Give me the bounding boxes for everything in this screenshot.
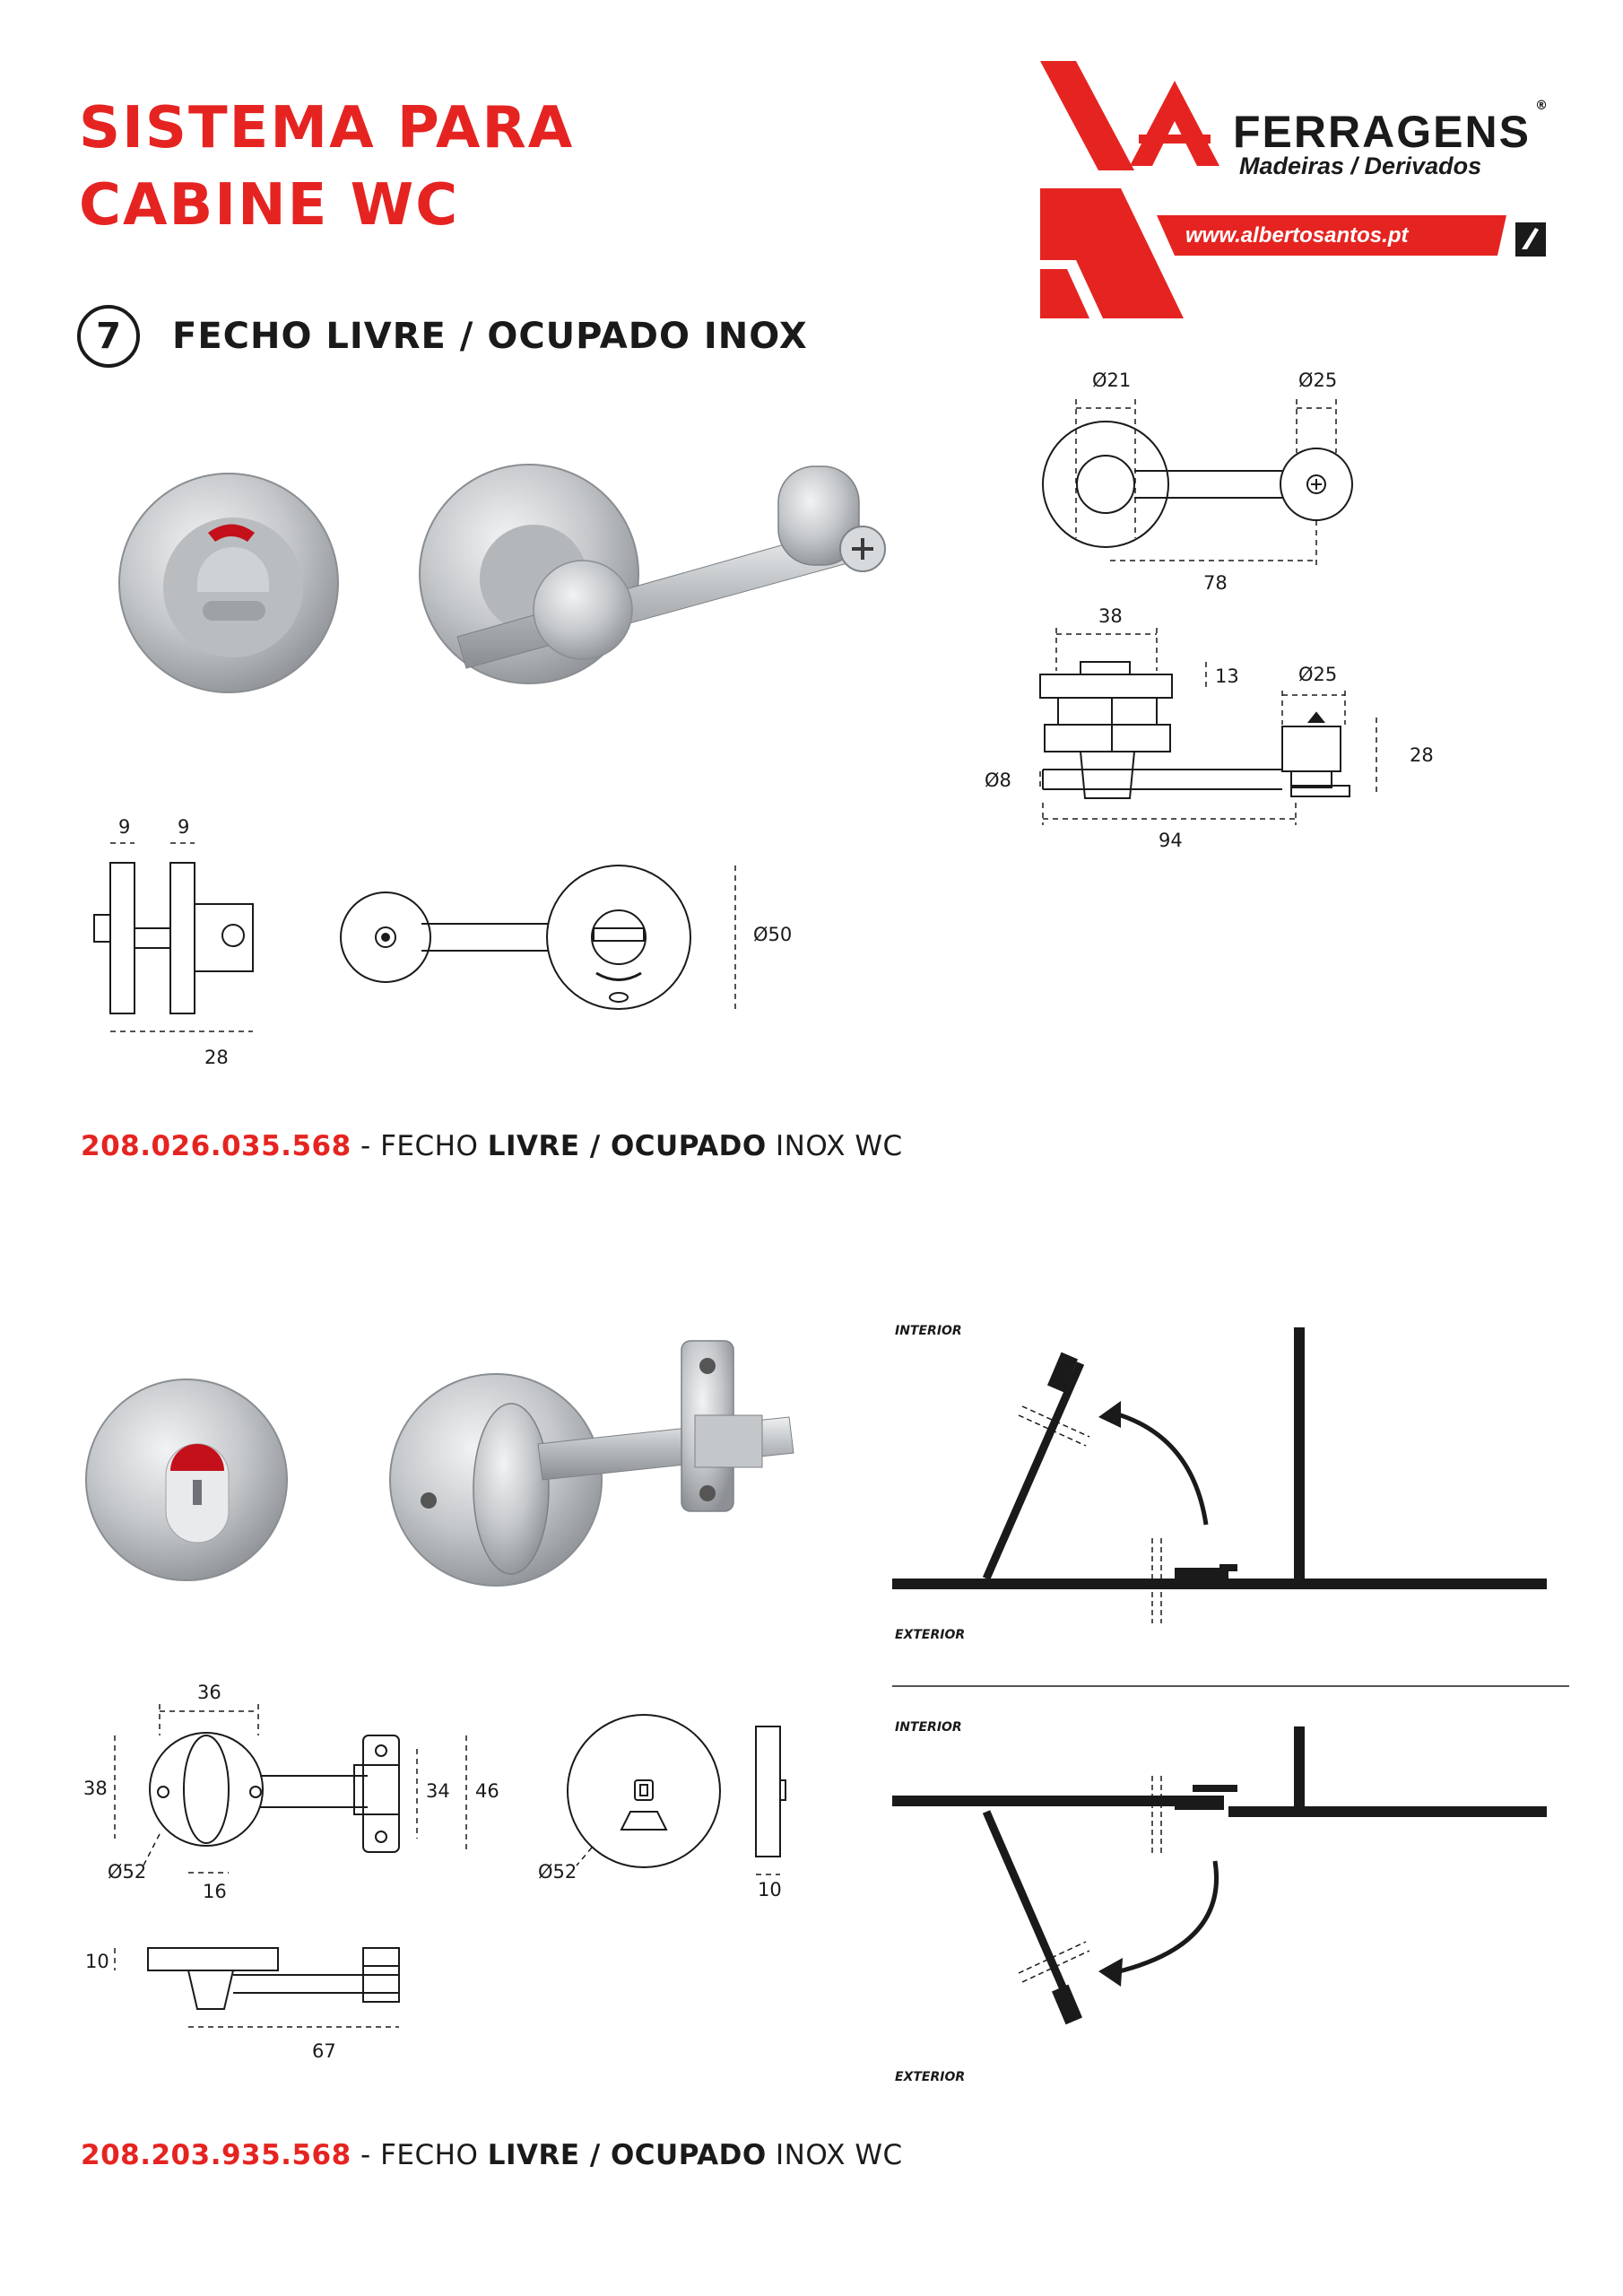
drawing1-front-view xyxy=(341,865,735,1013)
product2-desc-prefix: - FECHO xyxy=(351,2139,488,2171)
drawing1-profile-view xyxy=(94,843,253,1031)
dim-d25-top: Ø25 xyxy=(1298,370,1338,391)
drawing1-side-view xyxy=(1040,628,1376,825)
product1-code: 208.026.035.568 xyxy=(81,1130,352,1162)
product1-render-rosette xyxy=(119,474,338,692)
drawing2-rear-view xyxy=(568,1715,785,1874)
dim-46: 46 xyxy=(475,1780,499,1802)
page-title-line2: CABINE WC xyxy=(79,172,460,239)
page-title-line1: SISTEMA PARA xyxy=(79,95,575,161)
dim-10-rear: 10 xyxy=(758,1879,782,1900)
section-heading xyxy=(77,305,808,368)
product2-desc-sep: / xyxy=(579,2139,611,2171)
dim-10-side: 10 xyxy=(85,1951,109,1972)
product1-desc-livre: LIVRE xyxy=(487,1130,580,1162)
dim-d21: Ø21 xyxy=(1092,370,1132,391)
product1-desc-prefix: - FECHO xyxy=(351,1130,488,1162)
dim-d50: Ø50 xyxy=(753,924,793,945)
dim-13: 13 xyxy=(1215,665,1239,687)
logo-brand: FERRAGENS xyxy=(1233,107,1531,157)
label-interior-bottom: INTERIOR xyxy=(895,1720,962,1735)
dim-94: 94 xyxy=(1159,830,1183,851)
label-exterior-top: EXTERIOR xyxy=(895,1628,966,1642)
dim-16: 16 xyxy=(203,1881,227,1902)
product2-desc-ocupado: OCUPADO xyxy=(610,2139,767,2171)
product2-render-lock xyxy=(390,1341,794,1586)
dim-38: 38 xyxy=(83,1778,108,1799)
door-diagram-bottom xyxy=(892,1726,1547,2024)
product2-desc-suffix: INOX WC xyxy=(766,2139,903,2171)
door-diagram-top xyxy=(892,1327,1547,1623)
dim-67: 67 xyxy=(312,2040,336,2062)
drawing2-side-view xyxy=(115,1948,399,2027)
label-exterior-bottom: EXTERIOR xyxy=(895,2070,966,2084)
dim-d8: Ø8 xyxy=(985,770,1011,791)
section-number-badge: 7 xyxy=(77,305,140,368)
logo-url: www.albertosantos.pt xyxy=(1185,223,1409,248)
dim-34: 34 xyxy=(426,1780,450,1802)
product1-desc-sep: / xyxy=(579,1130,611,1162)
product2-caption xyxy=(81,2139,903,2171)
product1-desc-suffix: INOX WC xyxy=(766,1130,903,1162)
dim-9a: 9 xyxy=(118,816,131,838)
company-logo xyxy=(1040,61,1546,318)
product2-code: 208.203.935.568 xyxy=(81,2139,352,2171)
product2-render-rosette xyxy=(86,1379,287,1580)
logo-registered-mark: ® xyxy=(1535,99,1548,113)
product2-desc-livre: LIVRE xyxy=(487,2139,580,2171)
dim-78: 78 xyxy=(1203,572,1228,594)
section-title: FECHO LIVRE / OCUPADO INOX xyxy=(172,316,808,357)
label-interior-top: INTERIOR xyxy=(895,1324,962,1338)
dim-d52a: Ø52 xyxy=(108,1861,147,1883)
dim-d52b: Ø52 xyxy=(538,1861,577,1883)
dim-9b: 9 xyxy=(178,816,190,838)
drawing1-top-view xyxy=(1043,399,1352,565)
dim-36: 36 xyxy=(197,1682,221,1703)
dim-38: 38 xyxy=(1098,605,1123,627)
logo-tagline: Madeiras / Derivados xyxy=(1239,152,1482,179)
product1-desc-ocupado: OCUPADO xyxy=(610,1130,767,1162)
product1-render-lock xyxy=(420,465,885,683)
dim-d25-side: Ø25 xyxy=(1298,664,1338,685)
page-title xyxy=(79,90,574,244)
dim-28-right: 28 xyxy=(1410,744,1434,766)
drawing2-front-view xyxy=(115,1704,466,1873)
dim-28: 28 xyxy=(204,1047,229,1068)
product1-caption xyxy=(81,1130,903,1162)
